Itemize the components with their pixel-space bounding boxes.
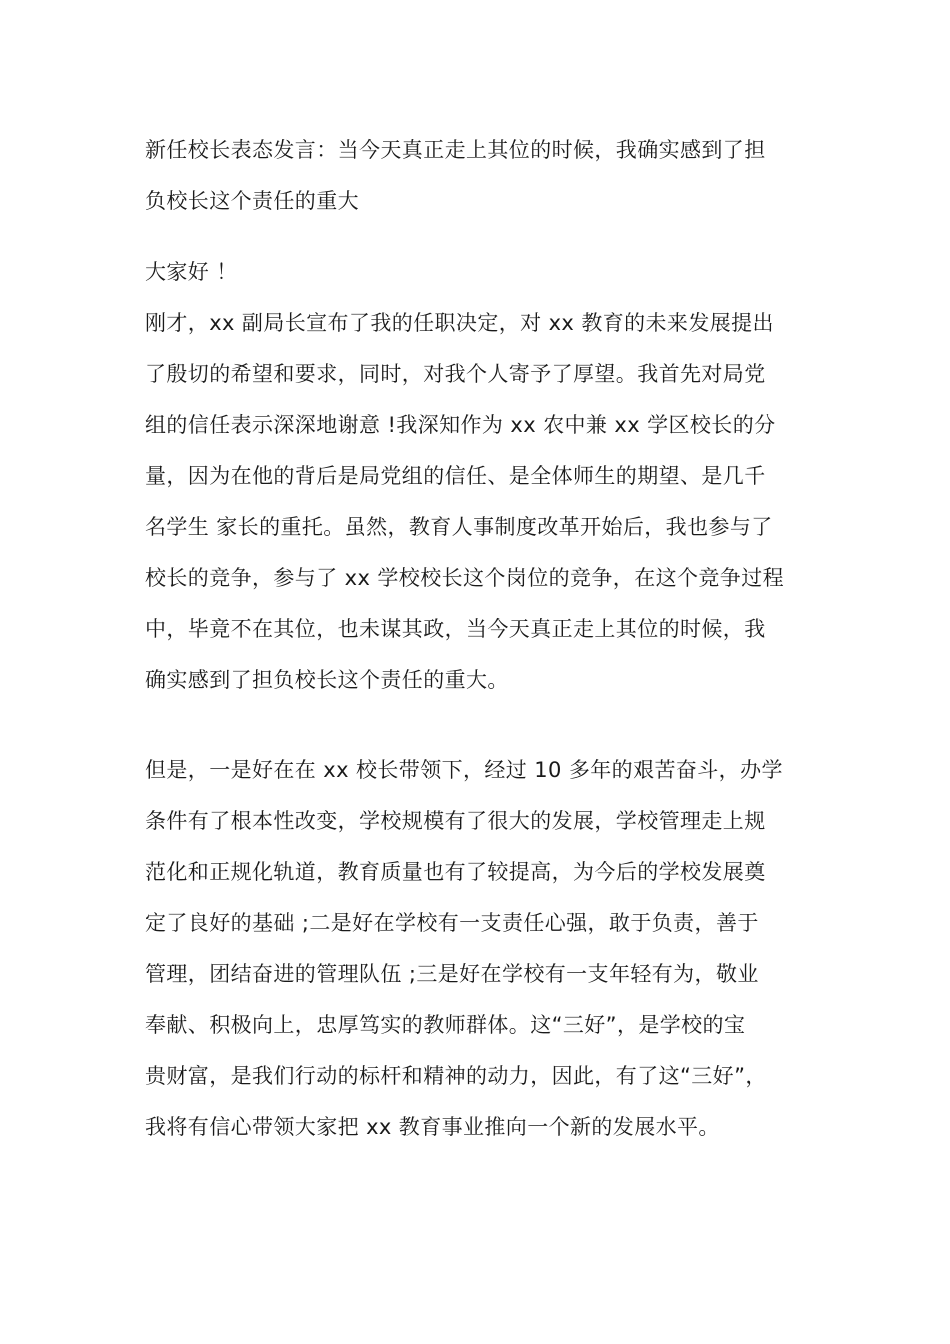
paragraph-line: 确实感到了担负校长这个责任的重大。: [145, 668, 509, 692]
greeting: [145, 247, 815, 298]
paragraph-line: 定了良好的基础 ;二是好在学校有一支责任心强，敢于负责，善于: [145, 911, 759, 935]
paragraph-line: 名学生 家长的重托。虽然，教育人事制度改革开始后，我也参与了: [145, 515, 773, 539]
paragraph-line: 奉献、积极向上，忠厚笃实的教师群体。这“三好”，是学校的宝: [145, 1013, 746, 1037]
paragraph-2: [145, 745, 815, 1153]
document-title: [145, 125, 815, 227]
paragraph-1: [145, 298, 815, 706]
paragraph-line: 范化和正规化轨道，教育质量也有了较提高，为今后的学校发展奠: [145, 860, 766, 884]
greeting-text: 大家好 ！: [145, 260, 238, 284]
paragraph-line: 贵财富，是我们行动的标杆和精神的动力，因此，有了这“三好”，: [145, 1064, 767, 1088]
paragraph-line: 我将有信心带领大家把 xx 教育事业推向一个新的发展水平。: [145, 1115, 720, 1139]
paragraph-line: 但是，一是好在在 xx 校长带领下，经过 10 多年的艰苦奋斗，办学: [145, 758, 783, 782]
paragraph-line: 中，毕竟不在其位，也未谋其政，当今天真正走上其位的时候，我: [145, 617, 766, 641]
paragraph-line: 了殷切的希望和要求，同时，对我个人寄予了厚望。我首先对局党: [145, 362, 766, 386]
paragraph-line: 组的信任表示深深地谢意 !我深知作为 xx 农中兼 xx 学区校长的分: [145, 413, 776, 437]
paragraph-line: 校长的竞争，参与了 xx 学校校长这个岗位的竞争，在这个竞争过程: [145, 566, 785, 590]
paragraph-line: 管理，团结奋进的管理队伍 ;三是好在学校有一支年轻有为，敬业: [145, 962, 759, 986]
title-line: 新任校长表态发言：当今天真正走上其位的时候，我确实感到了担: [145, 138, 766, 162]
paragraph-line: 量，因为在他的背后是局党组的信任、是全体师生的期望、是几千: [145, 464, 766, 488]
title-line: 负校长这个责任的重大: [145, 189, 359, 213]
paragraph-line: 条件有了根本性改变，学校规模有了很大的发展，学校管理走上规: [145, 809, 766, 833]
paragraph-line: 刚才，xx 副局长宣布了我的任职决定，对 xx 教育的未来发展提出: [145, 311, 774, 335]
